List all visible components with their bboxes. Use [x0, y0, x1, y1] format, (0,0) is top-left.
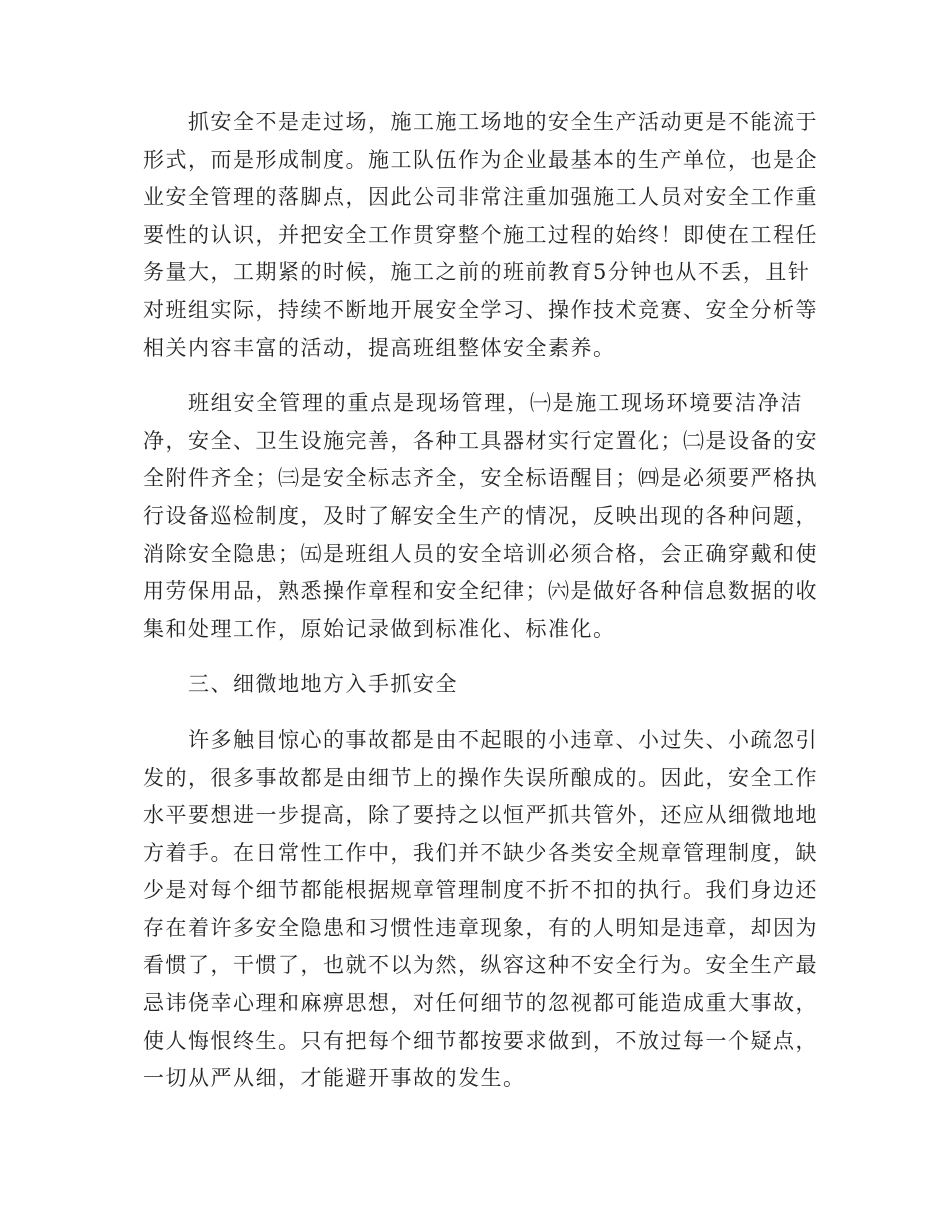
text-line: 消除安全隐患；㈤是班组人员的安全培训必须合格，会正确穿戴和使 — [143, 541, 818, 566]
document-page — [143, 104, 818, 1116]
text-line: 抓安全不是走过场，施工施工场地的安全生产活动更是不能流于 — [188, 110, 818, 134]
text-line: 许多触目惊心的事故都是由不起眼的小违章、小过失、小疏忽引 — [188, 727, 818, 752]
text-line: 业安全管理的落脚点，因此公司非常注重加强施工人员对安全工作重 — [143, 185, 818, 210]
text-line: 存在着许多安全隐患和习惯性违章现象，有的人明知是违章，却因为 — [143, 915, 818, 940]
heading-line: 三、细微地地方入手抓安全 — [188, 672, 458, 697]
text-line: 净，安全、卫生设施完善，各种工具器材实行定置化；㈡是设备的安 — [143, 428, 818, 453]
text-line: 要性的认识，并把安全工作贯穿整个施工过程的始终！即使在工程任 — [143, 222, 818, 247]
text-line: 相关内容丰富的活动，提高班组整体安全素养。 — [143, 335, 616, 360]
text-line: 看惯了，干惯了，也就不以为然，纵容这种不安全行为。安全生产最 — [143, 953, 818, 978]
paragraph-safety-system — [143, 104, 818, 367]
text-line: 班组安全管理的重点是现场管理，㈠是施工现场环境要洁净洁 — [188, 391, 803, 416]
text-line: 对班组实际，持续不断地开展安全学习、操作技术竞赛、安全分析等 — [143, 297, 818, 322]
text-line: 使人悔恨终生。只有把每个细节都按要求做到，不放过每一个疑点， — [143, 1028, 818, 1053]
paragraph-details — [143, 722, 818, 1098]
text-line: 忌讳侥幸心理和麻痹思想，对任何细节的忽视都可能造成重大事故， — [143, 991, 818, 1016]
text-line: 发的，很多事故都是由细节上的操作失误所酿成的。因此，安全工作 — [143, 765, 818, 790]
text-line: 方着手。在日常性工作中，我们并不缺少各类安全规章管理制度，缺 — [143, 840, 818, 865]
text-line: 务量大，工期紧的时候，施工之前的班前教育5分钟也从不丢，且针 — [143, 260, 811, 285]
text-line: 全附件齐全；㈢是安全标志齐全，安全标语醒目；㈣是必须要严格执 — [143, 466, 818, 491]
text-line: 用劳保用品，熟悉操作章程和安全纪律；㈥是做好各种信息数据的收 — [143, 579, 818, 604]
text-line: 水平要想进一步提高，除了要持之以恒严抓共管外，还应从细微地地 — [143, 803, 818, 828]
paragraph-team-management — [143, 385, 818, 648]
text-line: 一切从严从细，才能避开事故的发生。 — [143, 1066, 526, 1091]
text-line: 形式，而是形成制度。施工队伍作为企业最基本的生产单位，也是企 — [143, 147, 818, 172]
section-heading — [143, 666, 803, 704]
text-line: 集和处理工作，原始记录做到标准化、标准化。 — [143, 616, 616, 641]
text-line: 行设备巡检制度，及时了解安全生产的情况，反映出现的各种问题， — [143, 503, 818, 528]
text-line: 少是对每个细节都能根据规章管理制度不折不扣的执行。我们身边还 — [143, 878, 818, 903]
